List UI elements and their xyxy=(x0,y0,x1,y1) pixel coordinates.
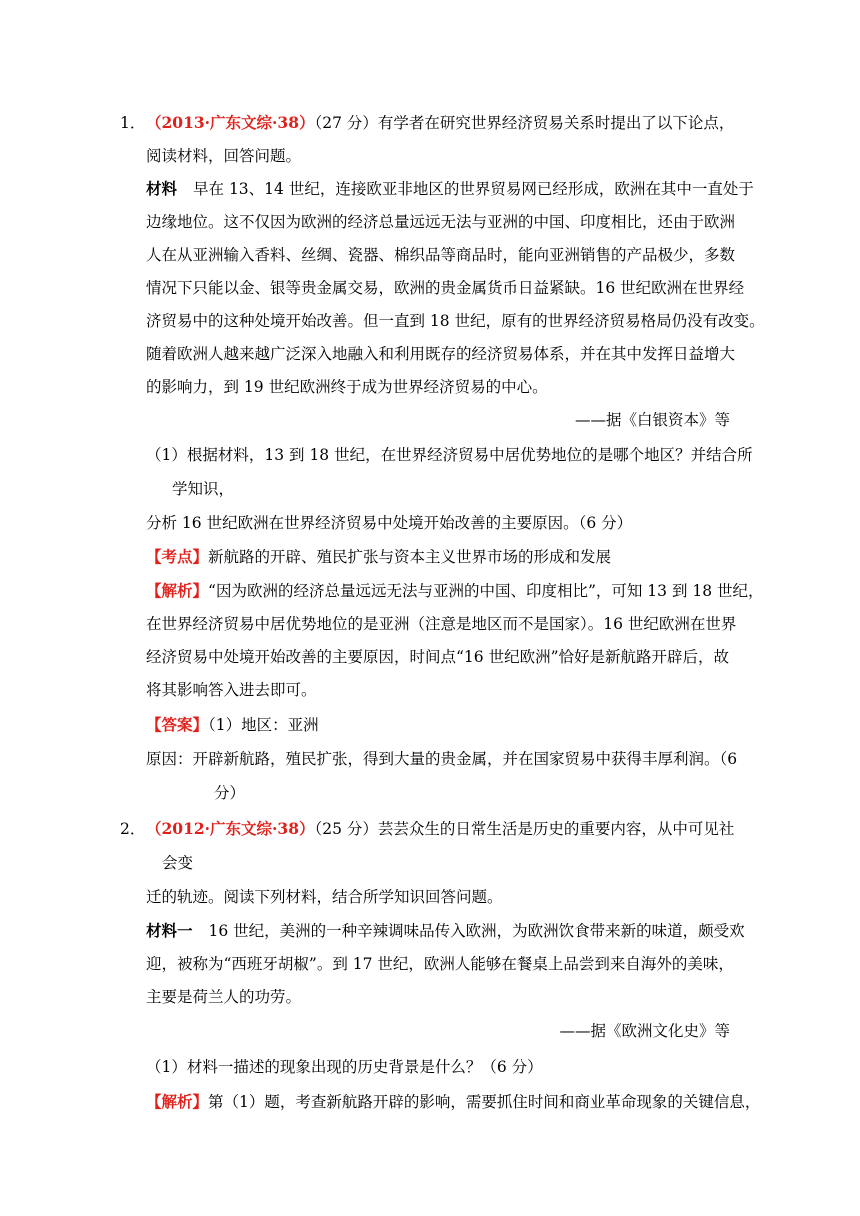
q2-sub1: （1）材料一描述的现象出现的历史背景是什么？（6 分） xyxy=(146,1058,543,1076)
kaodian-text: 新航路的开辟、殖民扩张与资本主义世界市场的形成和发展 xyxy=(208,548,612,566)
q2-material-line1 xyxy=(146,920,745,942)
q1-number: 1． xyxy=(120,114,146,132)
q1-jiexi-line: 将其影响答入进去即可。 xyxy=(146,681,317,699)
kaodian-label: 【考点】 xyxy=(146,547,209,566)
q2-stem-line2: 会变 xyxy=(162,854,194,872)
daan-text: （1）地区：亚洲 xyxy=(208,716,319,734)
q1-material-line: 随着欧洲人越来越广泛深入地融入和利用既存的经济贸易体系，并在其中发挥日益增大 xyxy=(146,345,736,363)
q1-daan xyxy=(146,714,319,736)
q2-citation: ——据《欧洲文化史》等 xyxy=(559,1022,730,1040)
q2-jiexi-label: 【解析】 xyxy=(146,1092,209,1111)
q2-material-line: 迎，被称为“西班牙胡椒”。到 17 世纪，欧洲人能够在餐桌上品尝到来自海外的美味， xyxy=(146,955,734,973)
q2-stem-text: （25 分）芸芸众生的日常生活是历史的重要内容，从中可见社 xyxy=(314,820,735,838)
q1-jiexi-line: 经济贸易中处境开始改善的主要原因，时间点“16 世纪欧洲”恰好是新航路开辟后，故 xyxy=(146,648,730,666)
q2-stem xyxy=(146,818,734,840)
q1-material-line: 情况下只能以金、银等贵金属交易，欧洲的贵金属货币日益紧缺。16 世纪欧洲在世界经 xyxy=(146,279,745,297)
q1-material-line: 人在从亚洲输入香料、丝绸、瓷器、棉织品等商品时，能向亚洲销售的产品极少，多数 xyxy=(146,246,736,264)
q1-stem xyxy=(146,112,734,134)
q1-stem-line2: 阅读材料，回答问题。 xyxy=(146,147,302,165)
q1-material-label: 材料 xyxy=(146,179,178,198)
q2-material-line: 主要是荷兰人的功劳。 xyxy=(146,988,302,1006)
q1-sub1-line1: （1）根据材料，13 到 18 世纪，在世界经济贸易中居优势地位的是哪个地区？并结合所 xyxy=(146,446,753,464)
daan-label: 【答案】 xyxy=(146,715,209,734)
q2-stem-line3: 迁的轨迹。阅读下列材料，结合所学知识回答问题。 xyxy=(146,888,503,906)
q1-daan-line2: 原因：开辟新航路，殖民扩张，得到大量的贵金属，并在国家贸易中获得丰厚利润。（6 xyxy=(146,750,738,768)
q1-sub1-line3: 分析 16 世纪欧洲在世界经济贸易中处境开始改善的主要原因。（6 分） xyxy=(146,514,633,532)
q1-material-line: 的影响力，到 19 世纪欧洲终于成为世界经济贸易的中心。 xyxy=(146,378,548,396)
q1-material-line: 济贸易中的这种处境开始改善。但一直到 18 世纪，原有的世界经济贸易格局仍没有改变。 xyxy=(146,312,765,330)
q1-stem-text: （27 分）有学者在研究世界经济贸易关系时提出了以下论点， xyxy=(314,114,735,132)
q1-jiexi xyxy=(146,580,764,602)
q2-source: （2012·广东文综·38） xyxy=(146,819,315,838)
q1-material-line: 边缘地位。这不仅因为欧洲的经济总量远远无法与亚洲的中国、印度相比，还由于欧洲 xyxy=(146,213,736,231)
q1-daan-line3: 分） xyxy=(214,784,246,802)
q2-material-text: 16 世纪，美洲的一种辛辣调味品传入欧洲，为欧洲饮食带来新的味道，颇受欢 xyxy=(208,922,745,940)
jiexi-label: 【解析】 xyxy=(146,581,209,600)
q1-material-line1 xyxy=(146,178,754,200)
q1-citation: ——据《白银资本》等 xyxy=(574,411,730,429)
q1-sub1-line2: 学知识， xyxy=(172,480,235,498)
q1-jiexi-line: 在世界经济贸易中居优势地位的是亚洲（注意是地区而不是国家）。16 世纪欧洲在世界 xyxy=(146,615,737,633)
q1-material-text: 早在 13、14 世纪，连接欧亚非地区的世界贸易网已经形成，欧洲在其中一直处于 xyxy=(193,180,754,198)
q2-number: 2． xyxy=(120,820,146,838)
q2-jiexi-text: 第（1）题，考查新航路开辟的影响，需要抓住时间和商业革命现象的关键信息， xyxy=(208,1093,761,1111)
q1-source: （2013·广东文综·38） xyxy=(146,113,315,132)
q2-material-label: 材料一 xyxy=(146,921,193,940)
q1-kaodian xyxy=(146,546,611,568)
q2-jiexi xyxy=(146,1091,760,1113)
jiexi-text: “因为欧洲的经济总量远远无法与亚洲的中国、印度相比”，可知 13 到 18 世纪， xyxy=(208,582,764,600)
